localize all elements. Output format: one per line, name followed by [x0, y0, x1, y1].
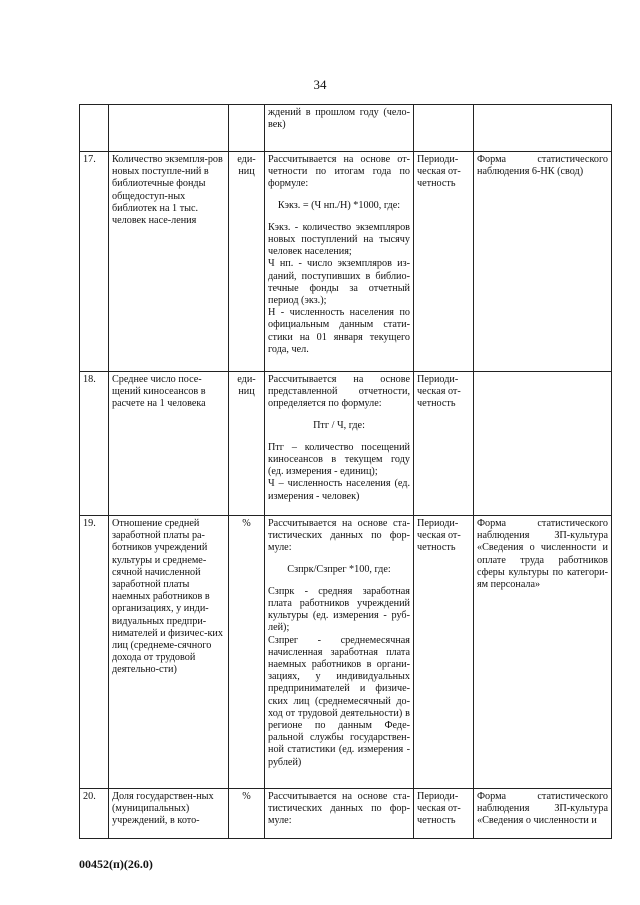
calculation-intro: Рассчитывается на основе представленной отчетности, определяется по формуле:: [268, 374, 410, 410]
document-code-footer: 00452(п)(26.0): [79, 857, 153, 871]
calculation-intro: Рассчитывается на основе ста-тистических данных по фор-муле:: [268, 791, 410, 827]
formula: Птг / Ч, где:: [313, 419, 365, 431]
formula: Кэкз. = (Ч нп./Н) *1000, где:: [277, 199, 401, 211]
period-cell: [414, 105, 474, 152]
page-number: 34: [313, 77, 327, 92]
formula-definition: Ч – численность населения (ед. измерения - человек): [268, 478, 410, 502]
calculation-cell: [265, 105, 414, 152]
table-row: [80, 372, 612, 516]
source-cell: Форма статистического наблюдения 6-НК (свод): [474, 152, 612, 372]
period-cell: Периоди-ческая от-четность: [414, 372, 474, 516]
formula-definition: Сзпрк - средняя заработная плата работников учреждений культуры (ед. измерения - руб-лей);: [268, 585, 410, 634]
source-cell: [474, 105, 612, 152]
table-row: [80, 152, 612, 372]
formula-definition: Птг – количество посещений киносеансов в текущем году (ед. измерения - единиц);: [268, 441, 410, 478]
calculation-cell: [265, 516, 414, 789]
row-number: 18.: [80, 372, 109, 516]
formula-definition: Сзпрег - среднемесячная начисленная заработная плата наемных работников в органи-зациях, у индивидуальных предпринимателей и физиче-ских лиц (среднемесячный до-ход от трудовой деятельности) в регионе по данным Феде-ральной службы государствен-ной статистики (ед. измерения - рублей): [268, 634, 410, 768]
indicator-name: Отношение средней заработной платы ра-ботников учреждений культуры и среднеме-сячной начисленной заработной платы наемных работников в организациях, у инди-видуальных предпри-нимателей и физичес-ких лиц (среднеме-сячного дохода от трудовой деятельно-сти): [109, 516, 229, 789]
source-cell: Форма статистического наблюдения ЗП-культура «Сведения о численности и: [474, 789, 612, 839]
period-cell: Периоди-ческая от-четность: [414, 516, 474, 789]
calculation-cell: [265, 152, 414, 372]
calculation-cell: [265, 372, 414, 516]
unit-cell: %: [229, 516, 265, 789]
unit-cell: %: [229, 789, 265, 839]
source-cell: [474, 372, 612, 516]
formula-definition: Н - численность населения по официальным данным стати-стики на 01 января текущего года, чел.: [268, 307, 410, 355]
indicator-name: Среднее число посе-щений киносеансов в расчете на 1 человека: [109, 372, 229, 516]
formula-definition: Ч нп. - число экземпляров из-даний, поступивших в библио-течные фонды за отчетный период (экз.);: [268, 258, 410, 307]
calculation-intro: Рассчитывается на основе от-четности по итогам года по формуле:: [268, 154, 410, 190]
table-row: [80, 516, 612, 789]
indicator-name: Доля государствен-ных (муниципальных) учреждений, в кото-: [109, 789, 229, 839]
row-number: [80, 105, 109, 152]
row-number: 17.: [80, 152, 109, 372]
unit-cell: [229, 105, 265, 152]
formula-definition: Кэкз. - количество экземпляров новых поступлений на тысячу человек населения;: [268, 221, 410, 258]
row-number: 19.: [80, 516, 109, 789]
table-row: [80, 105, 612, 152]
period-cell: Периоди-ческая от-четность: [414, 789, 474, 839]
indicators-table: [79, 104, 612, 839]
row-number: 20.: [80, 789, 109, 839]
unit-cell: еди-ниц: [229, 372, 265, 516]
indicator-name: Количество экземпля-ров новых поступле-ний в библиотечные фонды общедоступ-ных библиотек на 1 тыс. человек насе-ления: [109, 152, 229, 372]
period-cell: Периоди-ческая от-четность: [414, 152, 474, 372]
calculation-intro: Рассчитывается на основе ста-тистических данных по фор-муле:: [268, 518, 410, 554]
calculation-intro: ждений в прошлом году (чело-век): [268, 107, 410, 131]
formula: Сзпрк/Сзпрег *100, где:: [287, 563, 391, 575]
source-cell: Форма статистического наблюдения ЗП-культура «Сведения о численности и оплате труда работников сферы культуры по категори-ям персонала»: [474, 516, 612, 789]
unit-cell: еди-ниц: [229, 152, 265, 372]
table-row: [80, 789, 612, 839]
calculation-cell: [265, 789, 414, 839]
indicator-name: [109, 105, 229, 152]
